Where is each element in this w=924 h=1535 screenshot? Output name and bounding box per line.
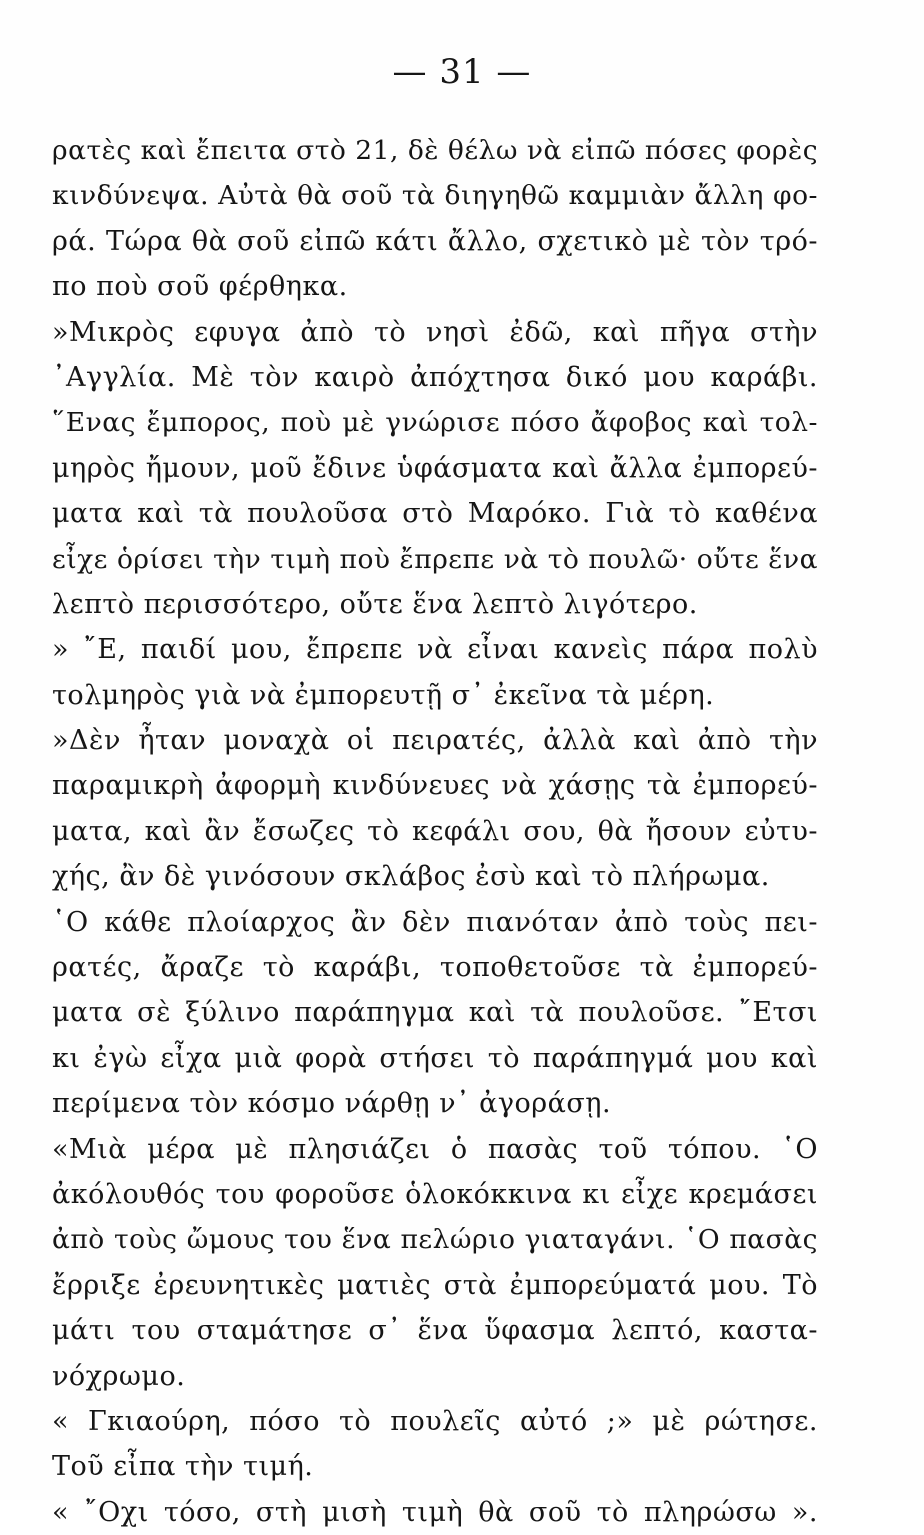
- text-line: παραμικρὴ ἀφορμὴ κινδύνευες νὰ χάσῃς τὰ ἐμπορεύ-: [52, 770, 818, 802]
- text-line: ρατὲς καὶ ἔπειτα στὸ 21, δὲ θέλω νὰ εἰπῶ πόσες φορὲς: [52, 135, 819, 166]
- text-line: »Δὲν ἦταν μοναχὰ οἱ πειρατές, ἀλλὰ καὶ ἀπὸ τὴν: [52, 725, 818, 757]
- text-line: χής, ἂν δὲ γινόσουν σκλάβος ἐσὺ καὶ τὸ πλήρωμα.: [52, 861, 770, 893]
- text-line: μηρὸς ἤμουν, μοῦ ἔδινε ὑφάσματα καὶ ἄλλα ἐμπορεύ-: [52, 452, 818, 484]
- text-line: ρατές, ἄραζε τὸ καράβι, τοποθετοῦσε τὰ ἐμπορεύ-: [52, 952, 818, 984]
- text-line: κι ἐγὼ εἶχα μιὰ φορὰ στήσει τὸ παράπηγμά μου καὶ: [52, 1042, 818, 1074]
- text-line: ρά. Τώρα θὰ σοῦ εἰπῶ κάτι ἄλλο, σχετικὸ μὲ τὸν τρό-: [52, 225, 818, 257]
- text-line: περίμενα τὸν κόσμο νάρθῃ ν᾿ ἀγοράσῃ.: [52, 1088, 612, 1120]
- text-line: νόχρωμο.: [52, 1360, 186, 1392]
- text-line: μάτι του σταμάτησε σ᾿ ἕνα ὕφασμα λεπτό, καστα-: [52, 1315, 818, 1347]
- text-line: ματα, καὶ ἂν ἔσωζες τὸ κεφάλι σου, θὰ ἤσουν εὐτυ-: [52, 815, 818, 847]
- text-line: »Μικρὸς εφυγα ἀπὸ τὸ νησὶ ἐδῶ, καὶ πῆγα στὴν: [52, 316, 818, 348]
- text-line: «Μιὰ μέρα μὲ πλησιάζει ὁ πασὰς τοῦ τόπου. ῾Ο: [52, 1133, 818, 1165]
- text-line: λεπτὸ περισσότερο, οὔτε ἕνα λεπτὸ λιγότερο.: [52, 588, 698, 620]
- text-line: « Γκιαούρη, πόσο τὸ πουλεῖς αὐτό ;» μὲ ρώτησε.: [52, 1405, 818, 1437]
- text-line: ματα καὶ τὰ πουλοῦσα στὸ Μαρόκο. Γιὰ τὸ καθένα: [52, 498, 818, 530]
- text-line: ῾Ο κάθε πλοίαρχος ἂν δὲν πιανόταν ἀπὸ τοὺς πει-: [52, 906, 818, 938]
- text-line: » ῎Ε, παιδί μου, ἔπρεπε νὰ εἶναι κανεὶς πάρα πολὺ: [52, 634, 818, 666]
- text-line: τολμηρὸς γιὰ νὰ ἐμπορευτῇ σ᾿ ἐκεῖνα τὰ μέρη.: [52, 679, 715, 711]
- body-text: [52, 128, 818, 1535]
- text-line: πο ποὺ σοῦ φέρθηκα.: [52, 271, 348, 303]
- text-line: εἶχε ὁρίσει τὴν τιμὴ ποὺ ἔπρεπε νὰ τὸ πουλῶ· οὔτε ἕνα: [52, 543, 818, 575]
- text-line: ἀκόλουθός του φοροῦσε ὁλοκόκκινα κι εἶχε κρεμάσει: [52, 1178, 818, 1210]
- text-line: ματα σὲ ξύλινο παράπηγμα καὶ τὰ πουλοῦσε. ῎Ετσι: [52, 997, 818, 1029]
- text-line: ἀπὸ τοὺς ὤμους του ἕνα πελώριο γιαταγάνι. ῾Ο πασὰς: [52, 1224, 818, 1256]
- page-number: — 31 —: [392, 52, 532, 92]
- text-line: Τοῦ εἶπα τὴν τιμή.: [52, 1451, 314, 1483]
- text-line: ἔρριξε ἐρευνητικὲς ματιὲς στὰ ἐμπορεύματά μου. Τὸ: [52, 1269, 818, 1301]
- text-line: « ῎Οχι τόσο, στὴ μισὴ τιμὴ θὰ σοῦ τὸ πληρώσω ».: [52, 1496, 818, 1528]
- text-line: ῞Ενας ἔμπορος, ποὺ μὲ γνώρισε πόσο ἄφοβος καὶ τολ-: [52, 407, 818, 439]
- text-line: ᾿Αγγλία. Μὲ τὸν καιρὸ ἀπόχτησα δικό μου καράβι.: [52, 361, 818, 393]
- text-line: κινδύνεψα. Αὐτὰ θὰ σοῦ τὰ διηγηθῶ καμμιὰν ἄλλη φο-: [52, 180, 818, 212]
